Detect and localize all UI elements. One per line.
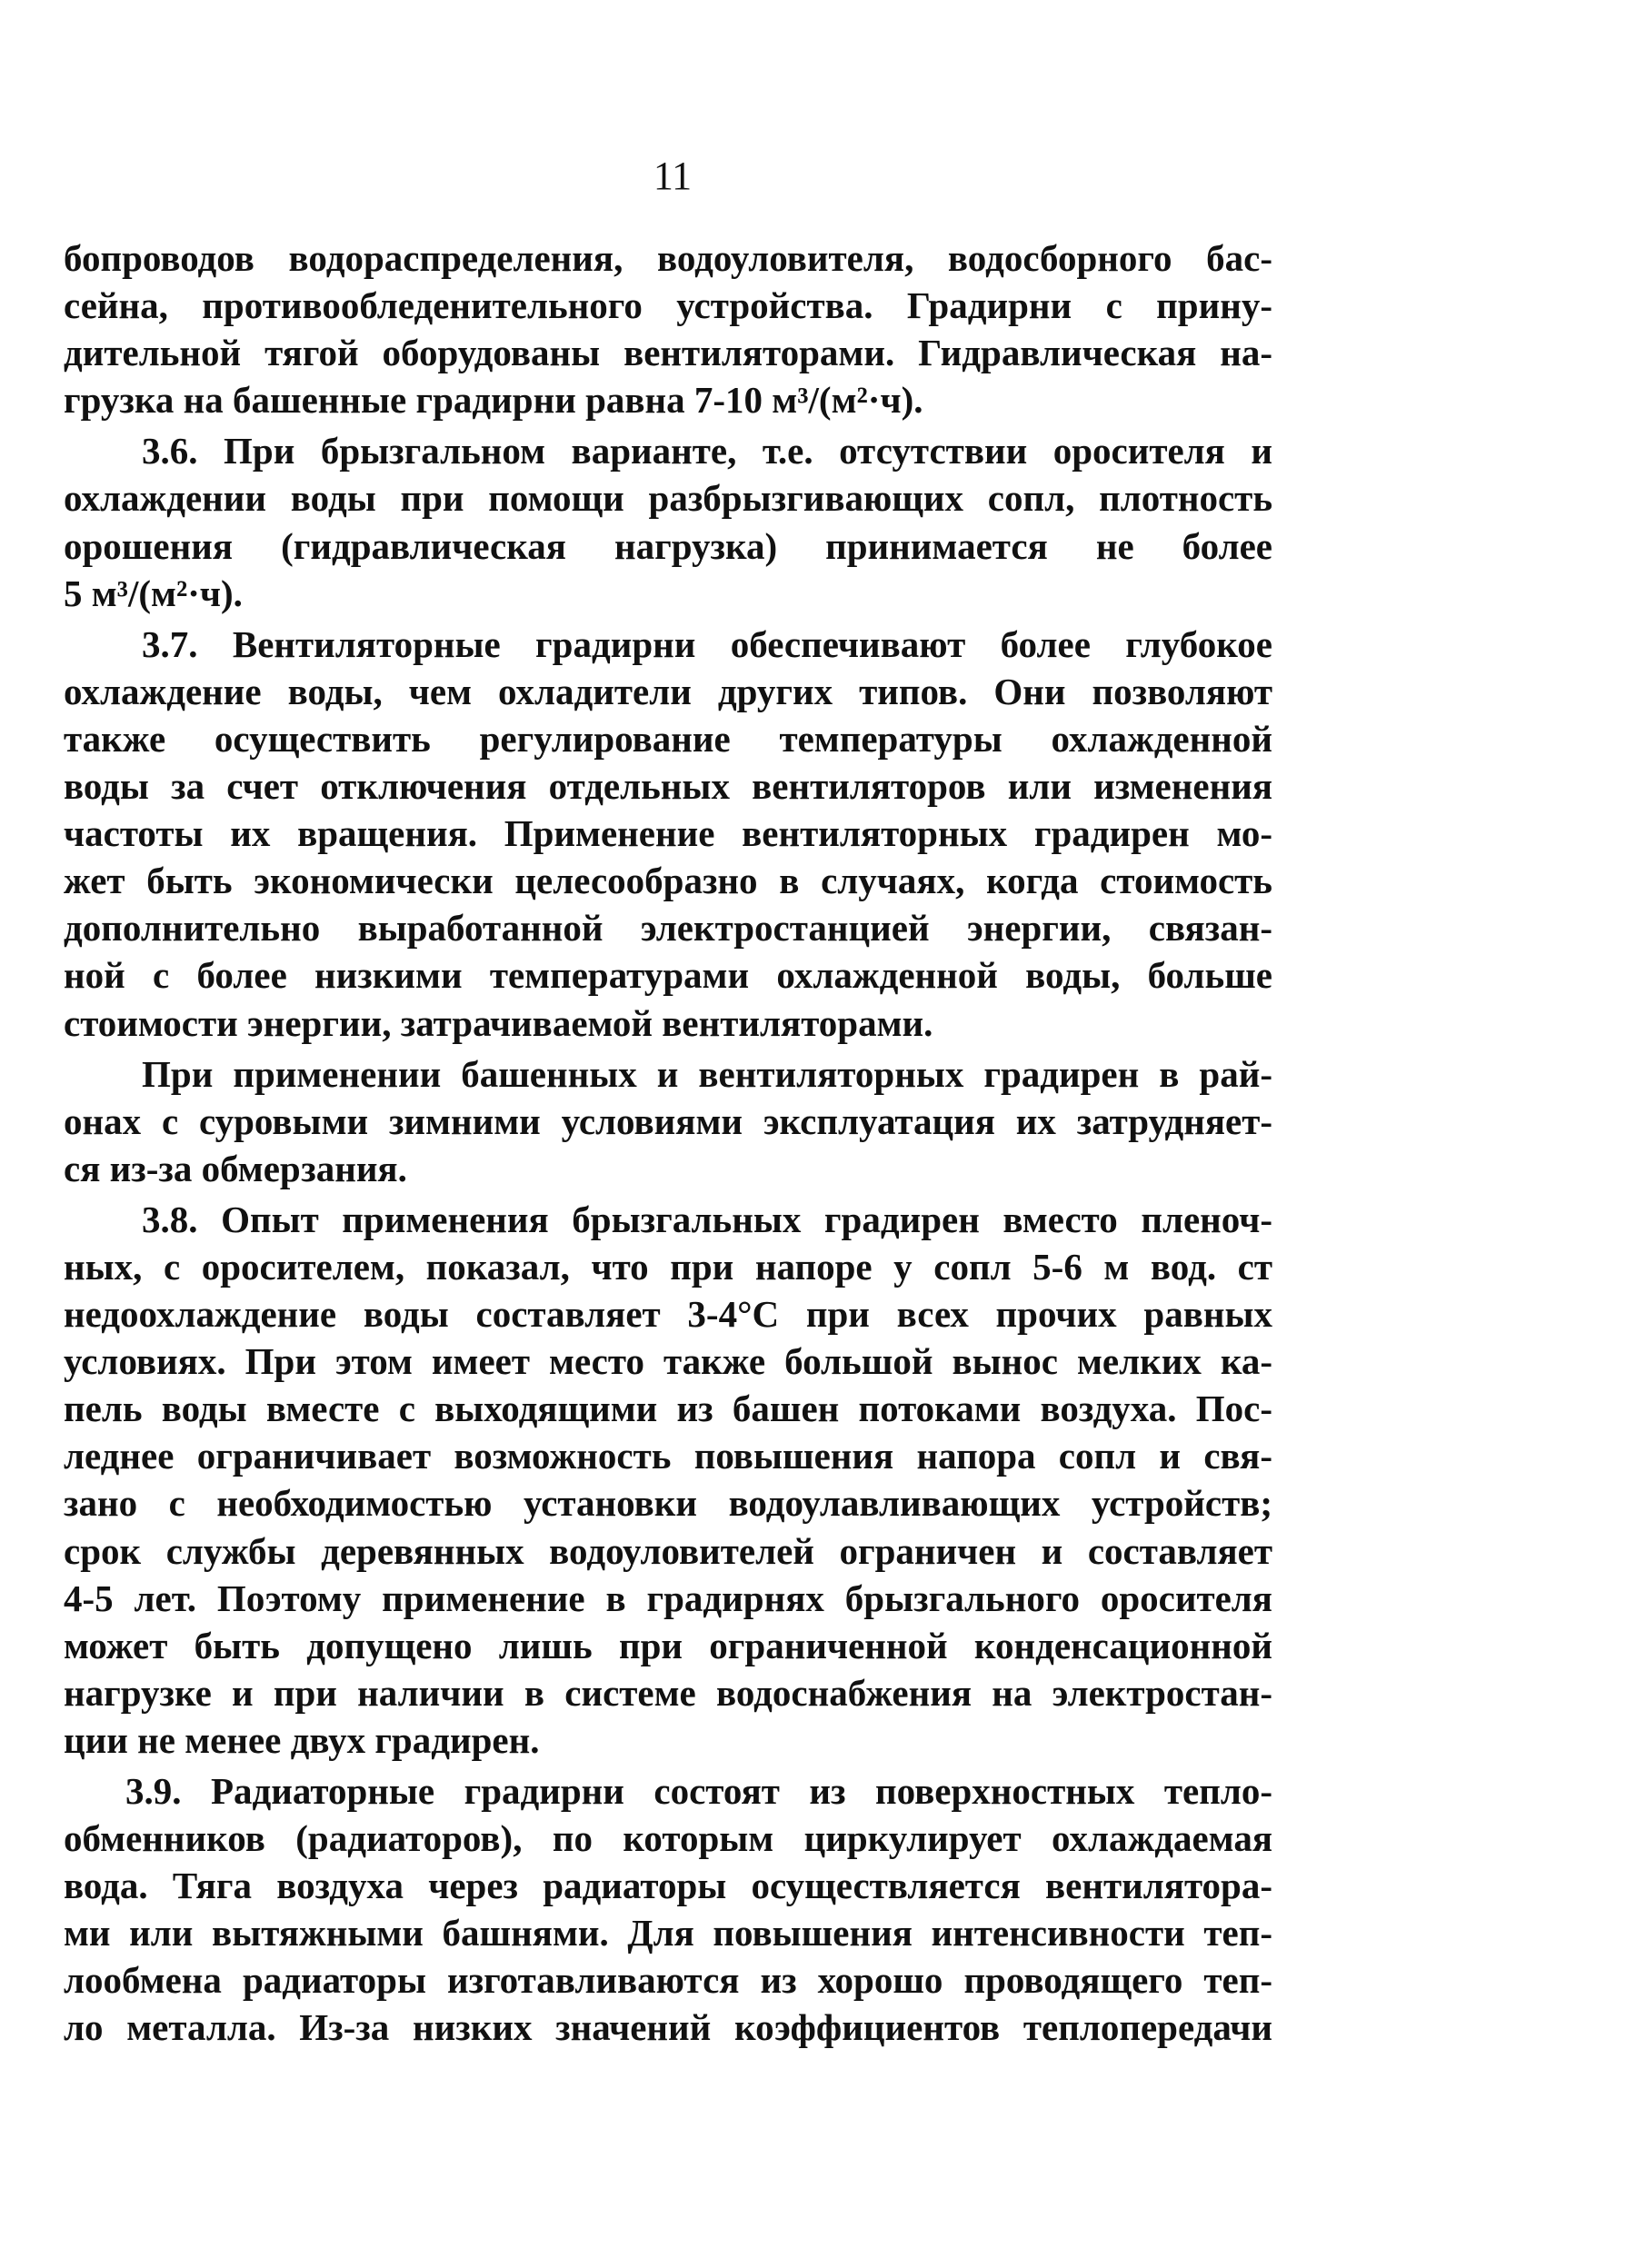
text-line: частоты их вращения. Применение вентиляторных градирен мо-: [64, 812, 1272, 855]
text-line: грузка на башенные градирни равна 7-10 м³/(м²·ч).: [64, 379, 923, 422]
paragraph: [64, 427, 1272, 616]
text-line: недоохлаждение воды составляет 3-4°С при всех прочих равных: [64, 1293, 1272, 1336]
text-line: леднее ограничивает возможность повышения напора сопл и свя-: [64, 1435, 1272, 1477]
text-line: обменников (радиаторов), по которым циркулирует охлаждаемая: [64, 1817, 1272, 1860]
text-line: 4-5 лет. Поэтому применение в градирнях брызгального оросителя: [64, 1577, 1272, 1619]
text-line: ся из-за обмерзания.: [64, 1147, 407, 1189]
text-line: бопроводов водораспределения, водоуловителя, водосборного бас-: [64, 237, 1272, 279]
text-line: ной с более низкими температурами охлажденной воды, больше: [64, 954, 1272, 997]
text-line: дительной тягой оборудованы вентиляторами. Гидравлическая на-: [64, 332, 1272, 374]
text-line: 3.6. При брызгальном варианте, т.е. отсутствии оросителя и: [142, 430, 1272, 472]
paragraph: [64, 1196, 1272, 1764]
text-line: стоимости энергии, затрачиваемой вентиляторами.: [64, 1001, 933, 1044]
paragraph: [64, 1767, 1272, 2052]
text-line: охлаждение воды, чем охладители других типов. Они позволяют: [64, 670, 1272, 712]
text-line: зано с необходимостью установки водоулавливающих устройств;: [64, 1482, 1272, 1525]
text-line: 3.8. Опыт применения брызгальных градирен вместо пленоч-: [142, 1198, 1272, 1240]
text-line: жет быть экономически целесообразно в случаях, когда стоимость: [64, 860, 1272, 902]
text-line: воды за счет отключения отдельных вентиляторов или изменения: [64, 765, 1272, 808]
text-line: 3.7. Вентиляторные градирни обеспечивают более глубокое: [142, 622, 1272, 665]
text-line: лообмена радиаторы изготавливаются из хорошо проводящего теп-: [64, 1959, 1272, 2002]
text-line: При применении башенных и вентиляторных градирен в рай-: [142, 1052, 1272, 1095]
paragraph: [64, 1050, 1272, 1192]
text-line: также осуществить регулирование температуры охлажденной: [64, 717, 1272, 760]
text-line: пель воды вместе с выходящими из башен потоками воздуха. Пос-: [64, 1388, 1272, 1430]
text-line: нагрузке и при наличии в системе водоснабжения на электростан-: [64, 1671, 1272, 1714]
text-line: орошения (гидравлическая нагрузка) принимается не более: [64, 524, 1272, 567]
text-line: 5 м³/(м²·ч).: [64, 572, 243, 614]
text-line: ции не менее двух градирен.: [64, 1718, 540, 1761]
text-line: ми или вытяжными башнями. Для повышения интенсивности теп-: [64, 1912, 1272, 1955]
text-line: условиях. При этом имеет место также большой вынос мелких ка-: [64, 1340, 1272, 1383]
paragraph: [64, 621, 1272, 1047]
text-line: онах с суровыми зимними условиями эксплуатация их затрудняет-: [64, 1099, 1272, 1142]
text-line: вода. Тяга воздуха через радиаторы осуществляется вентилятора-: [64, 1865, 1272, 1907]
text-line: может быть допущено лишь при ограниченной конденсационной: [64, 1624, 1272, 1666]
body-text: [64, 234, 1272, 2052]
paragraph: [64, 234, 1272, 423]
text-line: сейна, противообледенительного устройства. Градирни с прину-: [64, 284, 1272, 327]
text-line: срок службы деревянных водоуловителей ограничен и составляет: [64, 1529, 1272, 1572]
text-line: охлаждении воды при помощи разбрызгивающих сопл, плотность: [64, 477, 1272, 520]
page-number: 11: [653, 154, 693, 198]
text-line: 3.9. Радиаторные градирни состоят из поверхностных тепло-: [125, 1770, 1272, 1812]
text-line: ло металла. Из-за низких значений коэффициентов теплопередачи: [64, 2006, 1272, 2049]
text-line: ных, с оросителем, показал, что при напоре у сопл 5-6 м вод. ст: [64, 1245, 1272, 1288]
text-line: дополнительно выработанной электростанцией энергии, связан-: [64, 907, 1272, 950]
